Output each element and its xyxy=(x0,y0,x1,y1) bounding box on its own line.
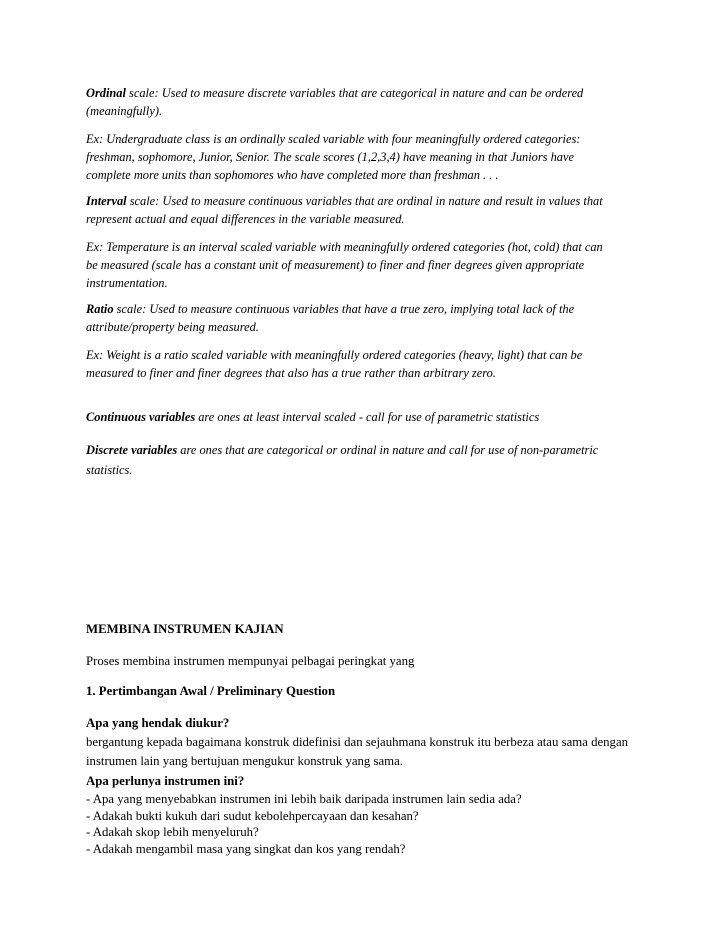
interval-definition-line-1: scale: Used to measure continuous variables that are ordinal in nature and result in values that xyxy=(126,194,603,208)
continuous-description: are ones at least interval scaled - call for use of parametric statistics xyxy=(195,410,540,424)
discrete-variables xyxy=(86,440,646,480)
ratio-example-line-1: Ex: Weight is a ratio scaled variable with meaningfully ordered categories (heavy, light) that can be xyxy=(86,348,583,362)
section-heading: MEMBINA INSTRUMEN KAJIAN xyxy=(86,622,284,636)
question-1-answer-line-1: bergantung kepada bagaimana konstruk didefinisi dan sejauhmana konstruk itu berbeza atau sama dengan xyxy=(86,735,629,749)
ordinal-example-line-3: complete more units than sophomores who have completed more than freshman . . . xyxy=(86,168,499,182)
ratio-definition-line-2: attribute/property being measured. xyxy=(86,320,259,334)
list-item: - Adakah skop lebih menyeluruh? xyxy=(86,825,259,839)
interval-definition xyxy=(86,192,646,228)
step-1-heading: 1. Pertimbangan Awal / Preliminary Question xyxy=(86,684,336,698)
ratio-definition xyxy=(86,300,646,336)
question-2: Apa perlunya instrumen ini? xyxy=(86,774,245,788)
ordinal-definition xyxy=(86,84,646,120)
list-item: - Adakah mengambil masa yang singkat dan kos yang rendah? xyxy=(86,841,406,856)
interval-definition-line-2: represent actual and equal differences in the variable measured. xyxy=(86,212,405,226)
ratio-example-line-2: measured to finer and finer degrees that also has a true rather than arbitrary zero. xyxy=(86,366,496,380)
interval-term: Interval xyxy=(86,194,127,208)
ratio-definition-line-1: scale: Used to measure continuous variables that have a true zero, implying total lack of the xyxy=(113,302,575,316)
continuous-term: Continuous variables xyxy=(86,410,196,424)
ordinal-example-line-1: Ex: Undergraduate class is an ordinally scaled variable with four meaningfully ordered categories: xyxy=(86,132,581,146)
interval-example-line-3: instrumentation. xyxy=(86,276,168,290)
interval-example xyxy=(86,238,646,292)
question-1: Apa yang hendak diukur? xyxy=(86,716,230,730)
ordinal-term: Ordinal xyxy=(86,86,126,100)
discrete-description-line-2: statistics. xyxy=(86,463,133,477)
discrete-term: Discrete variables xyxy=(86,443,178,457)
discrete-description-line-1: are ones that are categorical or ordinal in nature and call for use of non-parametric xyxy=(177,443,599,457)
ordinal-example-line-2: freshman, sophomore, Junior, Senior. The scale scores (1,2,3,4) have meaning in that Juniors have xyxy=(86,150,574,164)
ordinal-definition-line-2: (meaningfully). xyxy=(86,104,163,118)
question-1-block xyxy=(86,714,646,771)
interval-example-line-1: Ex: Temperature is an interval scaled variable with meaningfully ordered categories (hot, cold) that can xyxy=(86,240,603,254)
continuous-variables xyxy=(86,408,646,426)
interval-example-line-2: be measured (scale has a constant unit of measurement) to finer and finer degrees given appropriate xyxy=(86,258,585,272)
ordinal-definition-line-1: scale: Used to measure discrete variables that are categorical in nature and can be ordered xyxy=(125,86,584,100)
ratio-term: Ratio xyxy=(86,302,114,316)
ratio-example xyxy=(86,346,646,382)
question-1-answer-line-2: instrumen lain yang bertujuan mengukur konstruk yang sama. xyxy=(86,754,404,768)
list-item: - Apa yang menyebabkan instrumen ini lebih baik daripada instrumen lain sedia ada? xyxy=(86,792,522,806)
ordinal-example xyxy=(86,130,646,184)
question-2-block xyxy=(86,772,646,857)
list-item: - Adakah bukti kukuh dari sudut kebolehpercayaan dan kesahan? xyxy=(86,808,419,823)
section-intro: Proses membina instrumen mempunyai pelbagai peringkat yang xyxy=(86,654,415,668)
